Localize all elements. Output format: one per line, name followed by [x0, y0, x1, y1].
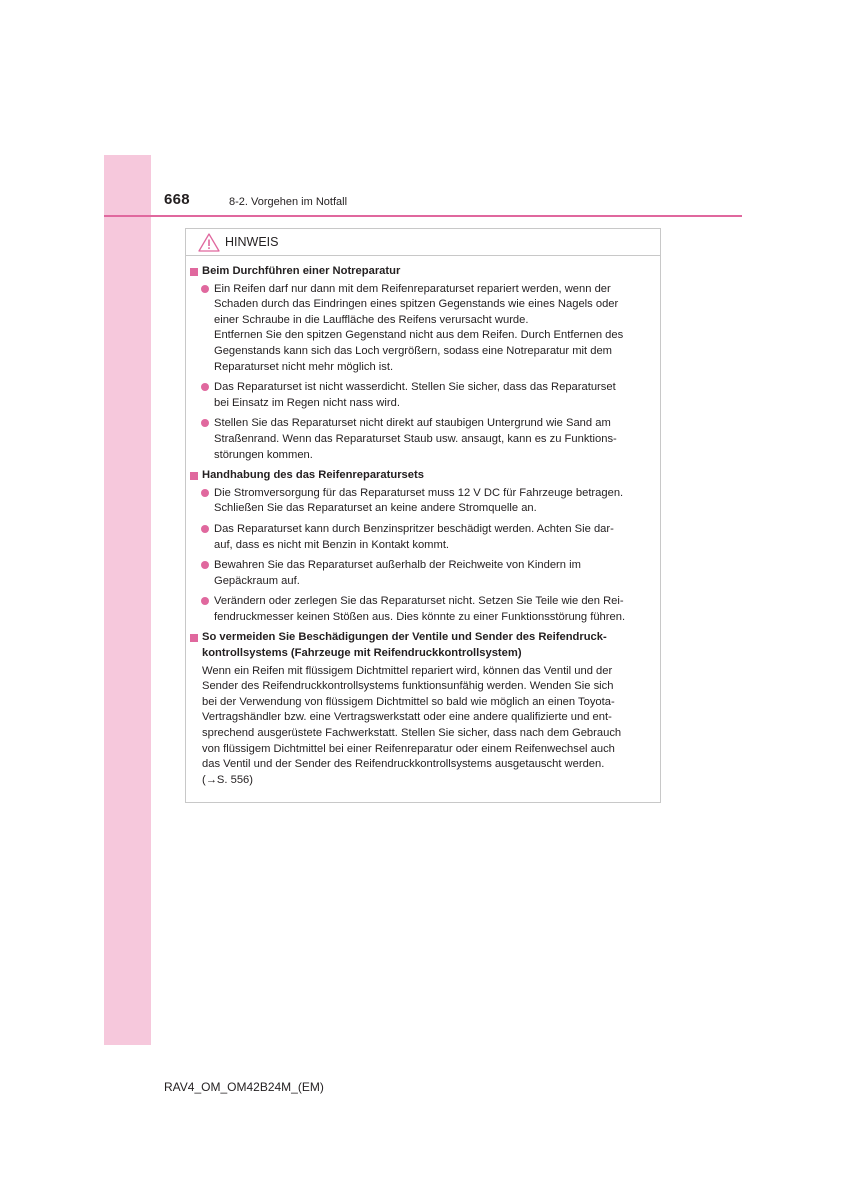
round-bullet-icon — [201, 383, 209, 391]
bullet-item — [189, 558, 658, 589]
round-bullet-icon — [201, 285, 209, 293]
round-bullet-icon — [201, 419, 209, 427]
page-number: 668 — [164, 191, 190, 208]
text-line: Das Reparaturset kann durch Benzinspritzer beschädigt werden. Achten Sie dar- — [214, 522, 614, 535]
section-heading — [189, 468, 658, 484]
page-reference-link[interactable]: (→S. 556) — [202, 773, 253, 786]
document-code: RAV4_OM_OM42B24M_(EM) — [164, 1080, 324, 1094]
round-bullet-icon — [201, 525, 209, 533]
text-line: Gegenstands kann sich das Loch vergrößern, sodass eine Notreparatur mit dem — [214, 344, 612, 357]
bullet-item — [189, 522, 658, 553]
text-line: Vertragshändler bzw. eine Vertragswerkstatt oder eine andere qualifizierte und ent- — [202, 711, 612, 724]
text-line: bei der Verwendung von flüssigem Dichtmittel so bald wie möglich an einen Toyota- — [202, 695, 615, 708]
text-line: Das Reparaturset ist nicht wasserdicht. Stellen Sie sicher, dass das Reparaturset — [214, 381, 616, 394]
bullet-item — [189, 282, 658, 376]
round-bullet-icon — [201, 489, 209, 497]
text-line: Schaden durch das Eindringen eines spitzen Gegenstands wie eines Nagels oder — [214, 298, 619, 311]
heading-text: Beim Durchführen einer Notreparatur — [202, 265, 401, 277]
text-line: einer Schraube in die Lauffläche des Reifens verursacht wurde. — [214, 313, 529, 326]
side-tab-band — [104, 155, 151, 1045]
notice-title: HINWEIS — [225, 235, 279, 249]
text-line: das Ventil und der Sender des Reifendruckkontrollsystems ausgetauscht werden. — [202, 758, 605, 771]
heading-text: So vermeiden Sie Beschädigungen der Ventile und Sender des Reifendruck- — [202, 631, 607, 644]
bullet-item — [189, 594, 658, 625]
text-line: Wenn ein Reifen mit flüssigem Dichtmittel repariert wird, können das Ventil und der — [202, 664, 613, 677]
round-bullet-icon — [201, 597, 209, 605]
round-bullet-icon — [201, 561, 209, 569]
heading-text: kontrollsystems (Fahrzeuge mit Reifendruckkontrollsystem) — [202, 647, 522, 660]
paragraph — [189, 664, 658, 789]
square-bullet-icon — [190, 268, 198, 276]
text-line: Schließen Sie das Reparaturset an keine andere Stromquelle an. — [214, 502, 537, 515]
text-line: sprechend ausgerüstete Fachwerkstatt. Stellen Sie sicher, dass nach dem Gebrauch — [202, 727, 622, 740]
bullet-item — [189, 486, 658, 517]
header-rule — [104, 215, 742, 217]
text-line: Reparaturset nicht mehr möglich ist. — [214, 360, 394, 373]
text-line: Entfernen Sie den spitzen Gegenstand nicht aus dem Reifen. Durch Entfernen des — [214, 329, 624, 342]
heading-text: Handhabung des das Reifenreparatursets — [202, 469, 424, 482]
section-heading — [189, 630, 658, 661]
text-line: Verändern oder zerlegen Sie das Reparaturset nicht. Setzen Sie Teile wie den Rei- — [214, 595, 624, 608]
section-title: 8-2. Vorgehen im Notfall — [229, 196, 348, 208]
square-bullet-icon — [190, 472, 198, 480]
text-line: bei Einsatz im Regen nicht nass wird. — [214, 396, 400, 409]
text-line: Sender des Reifendruckkontrollsystems funktionsunfähig werden. Wenden Sie sich — [202, 680, 614, 693]
text-line: auf, dass es nicht mit Benzin in Kontakt kommt. — [214, 538, 450, 551]
text-line: störungen kommen. — [214, 448, 313, 461]
bullet-item — [189, 380, 658, 411]
text-line: Stellen Sie das Reparaturset nicht direkt auf staubigen Untergrund wie Sand am — [214, 417, 611, 430]
text-line: Die Stromversorgung für das Reparaturset muss 12 V DC für Fahrzeuge betragen. — [214, 486, 624, 499]
text-line: von flüssigem Dichtmittel bei einer Reifenreparatur oder einem Reifenwechsel auch — [202, 742, 615, 755]
notice-header — [186, 229, 660, 256]
notice-content — [189, 264, 658, 788]
text-line: Bewahren Sie das Reparaturset außerhalb der Reichweite von Kindern im — [214, 559, 581, 572]
text-line: Gepäckraum auf. — [214, 574, 300, 587]
square-bullet-icon — [190, 634, 198, 642]
section-heading — [189, 264, 658, 280]
text-line: fendruckmesser keinen Stößen aus. Dies könnte zu einer Funktionsstörung führen. — [214, 610, 626, 623]
text-line: Ein Reifen darf nur dann mit dem Reifenreparaturset repariert werden, wenn der — [214, 282, 611, 295]
warning-triangle-icon — [198, 233, 220, 252]
text-line: Straßenrand. Wenn das Reparaturset Staub usw. ansaugt, kann es zu Funktions- — [214, 432, 617, 445]
bullet-item — [189, 416, 658, 463]
